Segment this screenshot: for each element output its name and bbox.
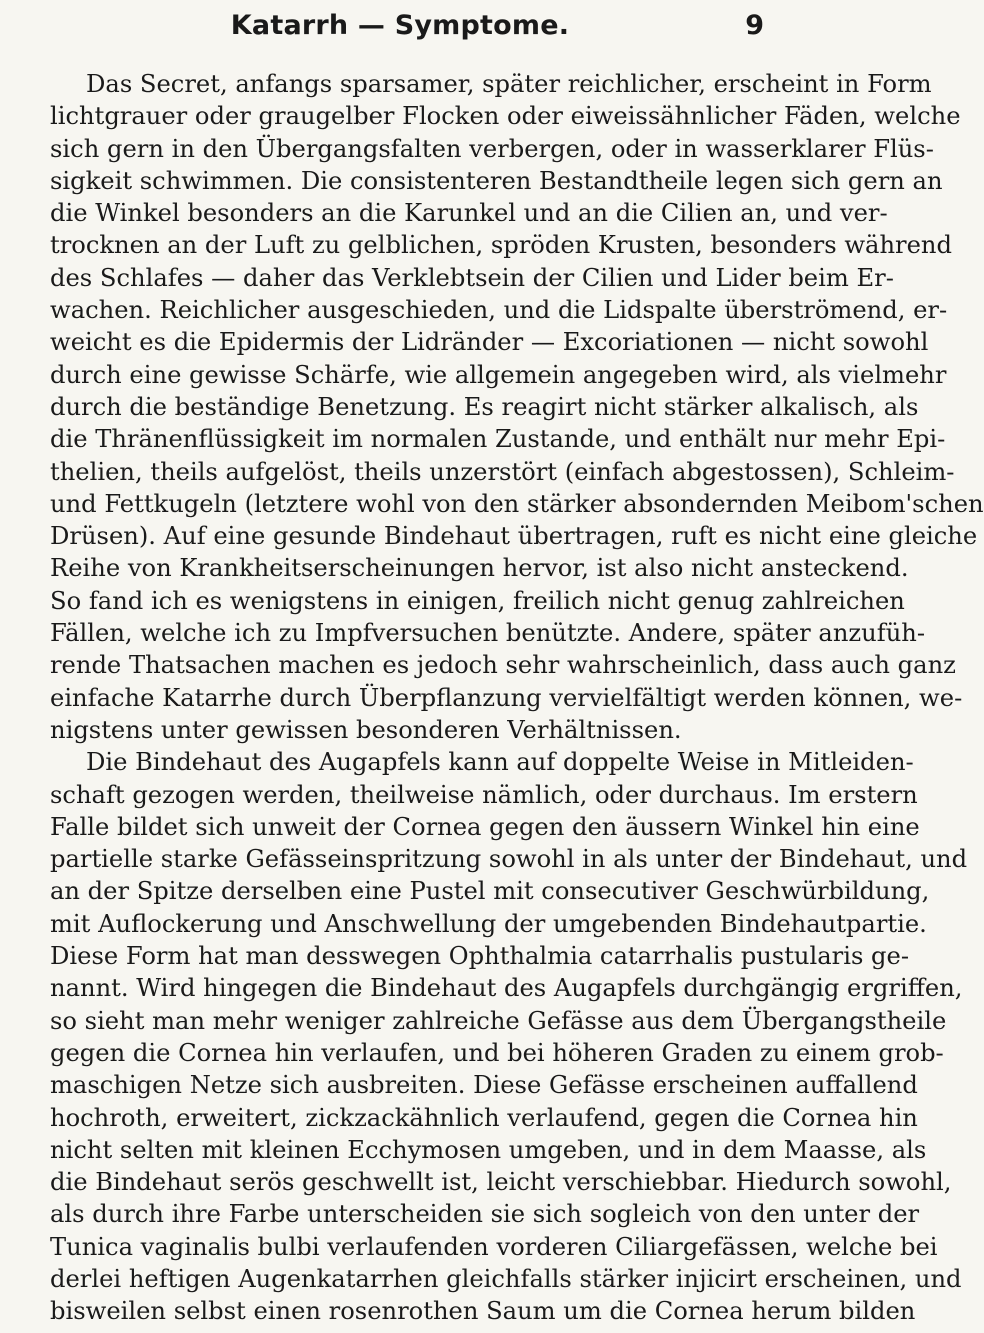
text-line: an der Spitze derselben eine Pustel mit consecutiver Geschwürbildung, [50,877,930,906]
page-number: 9 [745,10,764,41]
text-line: Diese Form hat man desswegen Ophthalmia catarrhalis pustularis ge- [50,942,910,971]
text-line: nannt. Wird hingegen die Bindehaut des Augapfels durchgängig ergriffen, [50,974,963,1003]
text-line: nicht selten mit kleinen Ecchymosen umgeben, und in dem Maasse, als [50,1135,927,1164]
running-head: Katarrh — Symptome. [230,10,570,41]
text-line: hochroth, erweitert, zickzackähnlich verlaufend, gegen die Cornea hin [50,1103,918,1132]
text-line: und Fettkugeln (letztere wohl von den stärker absondernden Meibom'schen [50,489,984,518]
text-line: schaft gezogen werden, theilweise nämlich, oder durchaus. Im erstern [50,780,918,809]
text-line: derlei heftigen Augenkatarrhen gleichfalls stärker injicirt erscheinen, und [50,1264,962,1293]
text-line: partielle starke Gefässeinspritzung sowohl in als unter der Bindehaut, und [50,845,968,874]
text-line: die Thränenflüssigkeit im normalen Zustande, und enthält nur mehr Epi- [50,425,946,454]
text-line: weicht es die Epidermis der Lidränder — Excoriationen — nicht sowohl [50,328,929,357]
text-line: nigstens unter gewissen besonderen Verhältnissen. [50,715,682,744]
text-line: des Schlafes — daher das Verklebtsein der Cilien und Lider beim Er- [50,263,894,292]
text-line: trocknen an der Luft zu gelblichen, spröden Krusten, besonders während [50,231,952,260]
text-line: Tunica vaginalis bulbi verlaufenden vorderen Ciliargefässen, welche bei [50,1232,938,1261]
text-line: durch die beständige Benetzung. Es reagirt nicht stärker alkalisch, als [50,392,919,421]
text-line: einfache Katarrhe durch Überpflanzung vervielfältigt werden können, we- [50,683,963,712]
text-line: durch eine gewisse Schärfe, wie allgemein angegeben wird, als vielmehr [50,360,947,389]
text-line: als durch ihre Farbe unterscheiden sie sich sogleich von den unter der [50,1200,920,1229]
text-line: mit Auflockerung und Anschwellung der umgebenden Bindehautpartie. [50,909,927,938]
text-line: Drüsen). Auf eine gesunde Bindehaut übertragen, ruft es nicht eine gleiche [50,522,978,551]
page-header [0,10,800,56]
text-line: gegen die Cornea hin verlaufen, und bei höheren Graden zu einem grob- [50,1038,944,1067]
text-line: Falle bildet sich unweit der Cornea gegen den äussern Winkel hin eine [50,812,920,841]
text-line: Reihe von Krankheitserscheinungen hervor, ist also nicht ansteckend. [50,554,909,583]
text-line: die Winkel besonders an die Karunkel und an die Cilien an, und ver- [50,199,888,228]
text-line: lichtgrauer oder graugelber Flocken oder eiweissähnlicher Fäden, welche [50,102,961,131]
paragraph [50,746,968,1327]
text-line: bisweilen selbst einen rosenrothen Saum um die Cornea herum bilden [50,1297,916,1326]
text-line: wachen. Reichlicher ausgeschieden, und die Lidspalte überströmend, er- [50,296,948,325]
text-line: sich gern in den Übergangsfalten verbergen, oder in wasserklarer Flüs- [50,134,934,163]
body-text [50,68,984,1328]
paragraph [50,68,984,746]
text-line: So fand ich es wenigstens in einigen, freilich nicht genug zahlreichen [50,586,905,615]
text-line: rende Thatsachen machen es jedoch sehr wahrscheinlich, dass auch ganz [50,651,956,680]
text-line: so sieht man mehr weniger zahlreiche Gefässe aus dem Übergangstheile [50,1006,947,1035]
text-line: die Bindehaut serös geschwellt ist, leicht verschiebbar. Hiedurch sowohl, [50,1168,952,1197]
text-line: sigkeit schwimmen. Die consistenteren Bestandtheile legen sich gern an [50,166,943,195]
text-line: thelien, theils aufgelöst, theils unzerstört (einfach abgestossen), Schleim- [50,457,955,486]
text-line: maschigen Netze sich ausbreiten. Diese Gefässe erscheinen auffallend [50,1071,918,1100]
text-line: Fällen, welche ich zu Impfversuchen benützte. Andere, später anzufüh- [50,619,926,648]
text-line: Das Secret, anfangs sparsamer, später reichlicher, erscheint in Form [86,70,932,98]
text-line: Die Bindehaut des Augapfels kann auf doppelte Weise in Mitleiden- [86,748,914,777]
